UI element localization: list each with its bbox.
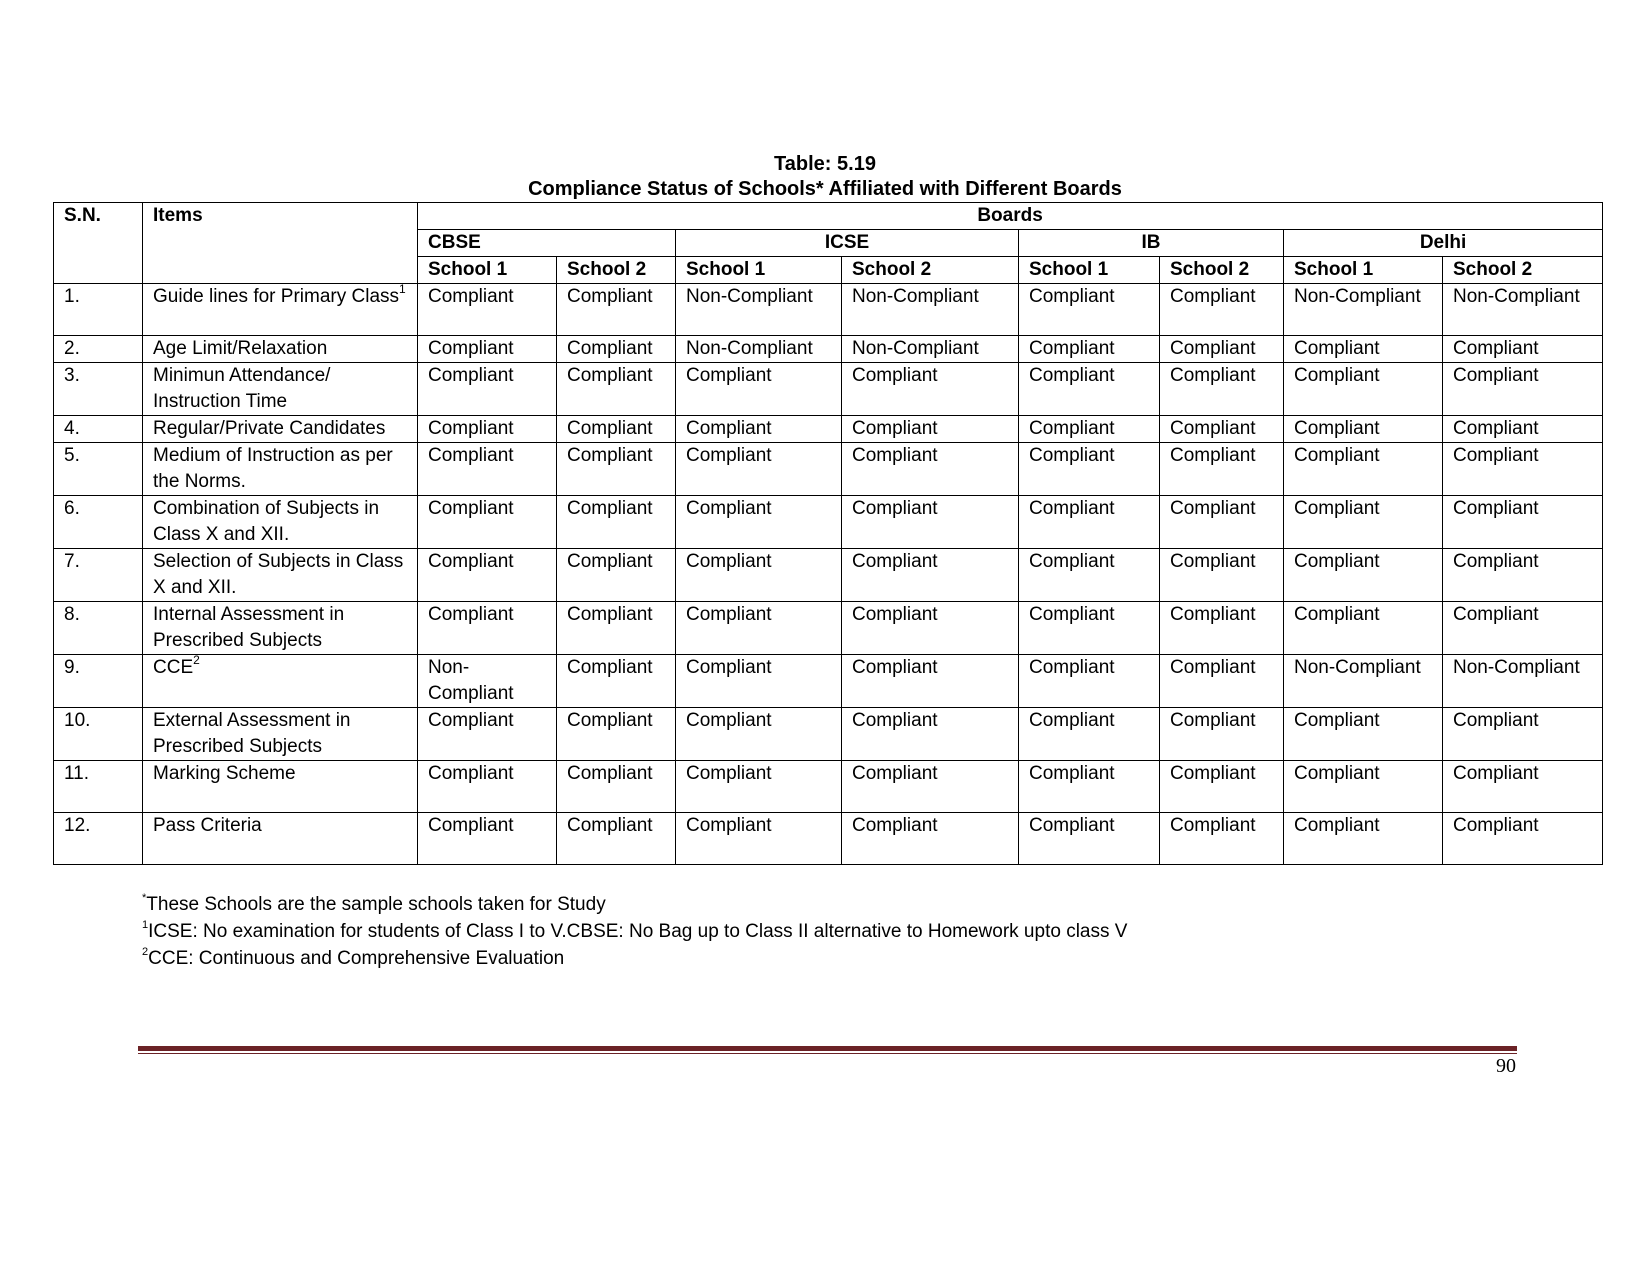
status-cell: Non-Compliant	[676, 336, 842, 363]
row-item	[143, 363, 418, 416]
status-cell: Compliant	[1443, 443, 1603, 496]
status-cell: Compliant	[557, 602, 676, 655]
row-item	[143, 416, 418, 443]
table-row	[54, 761, 1603, 813]
row-item-text: CCE	[153, 657, 194, 678]
footnote	[142, 945, 1127, 972]
school-header: School 2	[1443, 257, 1603, 284]
status-cell: Compliant	[842, 602, 1019, 655]
footer-rule	[138, 1046, 1517, 1051]
row-item-text: Age Limit/Relaxation	[153, 338, 328, 359]
status-cell: Compliant	[1284, 549, 1443, 602]
status-cell: Compliant	[1019, 655, 1160, 708]
status-cell: Compliant	[1443, 761, 1603, 813]
status-cell: Compliant	[1443, 416, 1603, 443]
status-cell: Compliant	[1443, 336, 1603, 363]
footnote	[142, 891, 1127, 918]
status-cell: Compliant	[1019, 496, 1160, 549]
row-number: 6.	[54, 496, 143, 549]
status-cell: Compliant	[1284, 813, 1443, 865]
status-cell: Compliant	[1160, 416, 1284, 443]
row-item	[143, 496, 418, 549]
footnotes	[142, 891, 1127, 972]
row-item	[143, 602, 418, 655]
status-cell: Compliant	[676, 549, 842, 602]
status-cell: Compliant	[1160, 284, 1284, 336]
row-item	[143, 708, 418, 761]
status-cell: Compliant	[557, 336, 676, 363]
table-row	[54, 602, 1603, 655]
row-item-text: Guide lines for Primary Class	[153, 286, 400, 307]
status-cell: Compliant	[1443, 813, 1603, 865]
table-title: Compliance Status of Schools* Affiliated with Different Boards	[528, 178, 1122, 200]
status-cell: Compliant	[1443, 496, 1603, 549]
school-header: School 1	[1019, 257, 1160, 284]
status-cell: Compliant	[418, 708, 557, 761]
status-cell: Compliant	[1160, 655, 1284, 708]
status-cell: Compliant	[1160, 813, 1284, 865]
status-cell: Compliant	[1160, 708, 1284, 761]
status-cell: Compliant	[1019, 813, 1160, 865]
school-header: School 2	[842, 257, 1019, 284]
footnote-text: CCE: Continuous and Comprehensive Evaluation	[148, 948, 565, 969]
row-item	[143, 549, 418, 602]
status-cell: Non- Compliant	[418, 655, 557, 708]
status-cell: Compliant	[557, 363, 676, 416]
status-cell: Compliant	[676, 655, 842, 708]
status-cell: Compliant	[676, 443, 842, 496]
status-cell: Compliant	[676, 363, 842, 416]
row-number: 4.	[54, 416, 143, 443]
page-number: 90	[1496, 1055, 1516, 1077]
school-header: School 1	[676, 257, 842, 284]
status-cell: Non-Compliant	[842, 336, 1019, 363]
footnote-marker: 2	[193, 654, 200, 667]
status-cell: Compliant	[418, 336, 557, 363]
footnote-mark: 2	[142, 945, 149, 958]
table-row	[54, 708, 1603, 761]
table-row	[54, 284, 1603, 336]
footnote-mark: 1	[142, 918, 149, 931]
status-cell: Compliant	[842, 496, 1019, 549]
school-header: School 2	[1160, 257, 1284, 284]
status-cell: Compliant	[418, 813, 557, 865]
row-item-text: Combination of Subjects in Class X and XII.	[153, 498, 380, 545]
status-cell: Non-Compliant	[676, 284, 842, 336]
status-cell: Non-Compliant	[1443, 655, 1603, 708]
status-cell: Compliant	[1019, 549, 1160, 602]
board-icse: ICSE	[676, 230, 1019, 257]
row-item	[143, 443, 418, 496]
status-cell: Compliant	[418, 602, 557, 655]
status-cell: Non-Compliant	[842, 284, 1019, 336]
status-cell: Compliant	[1284, 708, 1443, 761]
status-cell: Compliant	[418, 549, 557, 602]
table-row	[54, 549, 1603, 602]
status-cell: Compliant	[557, 443, 676, 496]
row-number: 5.	[54, 443, 143, 496]
status-cell: Compliant	[1443, 602, 1603, 655]
board-ib: IB	[1019, 230, 1284, 257]
row-number: 12.	[54, 813, 143, 865]
status-cell: Compliant	[1160, 363, 1284, 416]
status-cell: Compliant	[1443, 549, 1603, 602]
status-cell: Compliant	[1443, 363, 1603, 416]
header-items: Items	[143, 203, 418, 284]
footer-rule-thin	[138, 1053, 1517, 1054]
status-cell: Compliant	[676, 496, 842, 549]
row-item-text: Minimun Attendance/ Instruction Time	[153, 365, 331, 412]
row-item	[143, 813, 418, 865]
status-cell: Compliant	[418, 416, 557, 443]
row-item-text: Selection of Subjects in Class X and XII.	[153, 551, 404, 598]
status-cell: Compliant	[676, 602, 842, 655]
status-cell: Compliant	[557, 549, 676, 602]
header-boards: Boards	[418, 203, 1603, 230]
footnote-marker: 1	[399, 283, 406, 296]
table-row	[54, 496, 1603, 549]
row-item	[143, 761, 418, 813]
status-cell: Compliant	[1284, 602, 1443, 655]
row-item-text: External Assessment in Prescribed Subjects	[153, 710, 351, 757]
status-cell: Non-Compliant	[1443, 284, 1603, 336]
footnote-text: ICSE: No examination for students of Class I to V.CBSE: No Bag up to Class II alternative to Homework upto class V	[148, 921, 1128, 942]
status-cell: Compliant	[418, 363, 557, 416]
status-cell: Compliant	[557, 416, 676, 443]
row-number: 7.	[54, 549, 143, 602]
row-number: 2.	[54, 336, 143, 363]
status-cell: Compliant	[1019, 443, 1160, 496]
status-cell: Compliant	[1443, 708, 1603, 761]
board-cbse: CBSE	[418, 230, 676, 257]
status-cell: Compliant	[842, 443, 1019, 496]
status-cell: Compliant	[842, 708, 1019, 761]
table-row	[54, 443, 1603, 496]
status-cell: Compliant	[557, 655, 676, 708]
status-cell: Compliant	[676, 708, 842, 761]
school-header: School 1	[1284, 257, 1443, 284]
table-row	[54, 336, 1603, 363]
status-cell: Compliant	[557, 708, 676, 761]
status-cell: Non-Compliant	[1284, 284, 1443, 336]
status-cell: Compliant	[557, 813, 676, 865]
table-row	[54, 813, 1603, 865]
table-row	[54, 655, 1603, 708]
status-cell: Compliant	[418, 284, 557, 336]
row-number: 10.	[54, 708, 143, 761]
status-cell: Compliant	[418, 496, 557, 549]
table-row	[54, 363, 1603, 416]
status-cell: Compliant	[1160, 602, 1284, 655]
row-number: 9.	[54, 655, 143, 708]
table-row	[54, 416, 1603, 443]
header-sn: S.N.	[54, 203, 143, 284]
status-cell: Compliant	[1019, 602, 1160, 655]
board-delhi: Delhi	[1284, 230, 1603, 257]
school-header: School 1	[418, 257, 557, 284]
status-cell: Compliant	[1284, 761, 1443, 813]
status-cell: Compliant	[1019, 336, 1160, 363]
status-cell: Compliant	[842, 416, 1019, 443]
row-item-text: Regular/Private Candidates	[153, 418, 386, 439]
status-cell: Compliant	[418, 443, 557, 496]
status-cell: Compliant	[1160, 549, 1284, 602]
status-cell: Compliant	[1160, 761, 1284, 813]
status-cell: Compliant	[842, 363, 1019, 416]
status-cell: Compliant	[842, 761, 1019, 813]
status-cell: Compliant	[1019, 363, 1160, 416]
status-cell: Compliant	[1019, 416, 1160, 443]
status-cell: Compliant	[1019, 284, 1160, 336]
row-item-text: Medium of Instruction as per the Norms.	[153, 445, 393, 492]
status-cell: Compliant	[557, 496, 676, 549]
status-cell: Non-Compliant	[1284, 655, 1443, 708]
status-cell: Compliant	[842, 655, 1019, 708]
row-item	[143, 336, 418, 363]
row-number: 11.	[54, 761, 143, 813]
status-cell: Compliant	[1284, 443, 1443, 496]
row-item-text: Internal Assessment in Prescribed Subjects	[153, 604, 345, 651]
school-header: School 2	[557, 257, 676, 284]
row-item	[143, 284, 418, 336]
row-number: 3.	[54, 363, 143, 416]
status-cell: Compliant	[1160, 496, 1284, 549]
status-cell: Compliant	[842, 549, 1019, 602]
status-cell: Compliant	[842, 813, 1019, 865]
status-cell: Compliant	[1019, 761, 1160, 813]
status-cell: Compliant	[1284, 336, 1443, 363]
row-item-text: Pass Criteria	[153, 815, 262, 836]
row-item-text: Marking Scheme	[153, 763, 296, 784]
status-cell: Compliant	[1160, 443, 1284, 496]
status-cell: Compliant	[557, 284, 676, 336]
footnote-text: These Schools are the sample schools taken for Study	[146, 894, 606, 915]
status-cell: Compliant	[1019, 708, 1160, 761]
status-cell: Compliant	[1284, 496, 1443, 549]
row-number: 8.	[54, 602, 143, 655]
status-cell: Compliant	[1284, 363, 1443, 416]
compliance-table	[53, 202, 1603, 865]
status-cell: Compliant	[557, 761, 676, 813]
status-cell: Compliant	[1284, 416, 1443, 443]
status-cell: Compliant	[1160, 336, 1284, 363]
footnote	[142, 918, 1127, 945]
status-cell: Compliant	[418, 761, 557, 813]
status-cell: Compliant	[676, 761, 842, 813]
row-item	[143, 655, 418, 708]
table-number: Table: 5.19	[774, 153, 876, 175]
status-cell: Compliant	[676, 416, 842, 443]
footnote-mark: *	[142, 891, 147, 904]
row-number: 1.	[54, 284, 143, 336]
status-cell: Compliant	[676, 813, 842, 865]
